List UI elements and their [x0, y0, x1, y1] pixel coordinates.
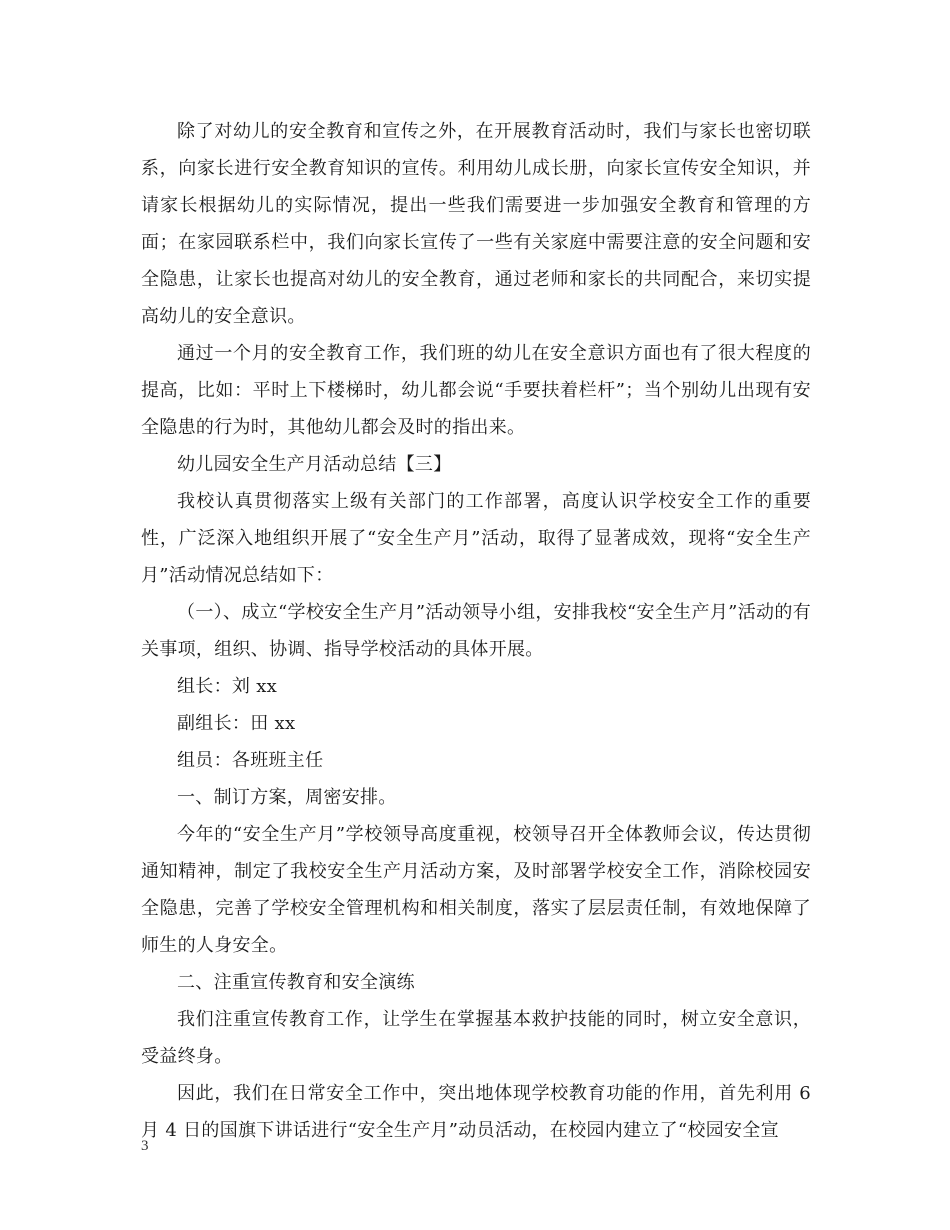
section-heading-plan: 一、制订方案，周密安排。 [177, 787, 397, 808]
paragraph-plan-details: 今年的“安全生产月”学校领导高度重视，校领导召开全体教师会议，传达贯彻通知精神，制定了我校安全生产月活动方案，及时部署学校安全工作，消除校园安全隐患，完善了学校安全管理机构和相关制度，落实了层层责任制，有效地保障了师生的人身安全。 [141, 824, 811, 956]
paragraph-publicity-work: 我们注重宣传教育工作，让学生在掌握基本救护技能的同时，树立安全意识，受益终身。 [141, 1009, 811, 1067]
section-heading-publicity: 二、注重宣传教育和安全演练 [177, 972, 415, 993]
section-heading-summary-three: 幼儿园安全生产月活动总结【三】 [177, 454, 452, 475]
paragraph-monthly-results: 通过一个月的安全教育工作，我们班的幼儿在安全意识方面也有了很大程度的提高，比如：平时上下楼梯时，幼儿都会说“手要扶着栏杆”；当个别幼儿出现有安全隐患的行为时，其他幼儿都会及时的指出来。 [141, 343, 811, 438]
paragraph-deputy-leader: 副组长：田 xx [177, 713, 296, 734]
paragraph-daily-safety: 因此，我们在日常安全工作中，突出地体现学校教育功能的作用，首先利用 6 月 4 日的国旗下讲话进行“安全生产月”动员活动，在校园内建立了“校园安全宣 [141, 1083, 811, 1141]
paragraph-parent-cooperation: 除了对幼儿的安全教育和宣传之外，在开展教育活动时，我们与家长也密切联系，向家长进行安全教育知识的宣传。利用幼儿成长册，向家长宣传安全知识，并请家长根据幼儿的实际情况，提出一些我们需要进一步加强安全教育和管理的方面；在家园联系栏中，我们向家长宣传了一些有关家庭中需要注意的安全问题和安全隐患，让家长也提高对幼儿的安全教育，通过老师和家长的共同配合，来切实提高幼儿的安全意识。 [141, 121, 811, 327]
page-number: 3 [141, 1138, 149, 1154]
paragraph-group-leader: 组长：刘 xx [177, 676, 278, 697]
paragraph-leadership-group: （一）、成立“学校安全生产月”活动领导小组，安排我校“安全生产月”活动的有关事项，组织、协调、指导学校活动的具体开展。 [141, 602, 811, 660]
paragraph-group-members: 组员：各班班主任 [177, 750, 324, 771]
paragraph-school-intro: 我校认真贯彻落实上级有关部门的工作部署，高度认识学校安全工作的重要性，广泛深入地组织开展了“安全生产月”活动，取得了显著成效，现将“安全生产月”活动情况总结如下： [141, 491, 811, 586]
document-body [141, 113, 811, 1149]
